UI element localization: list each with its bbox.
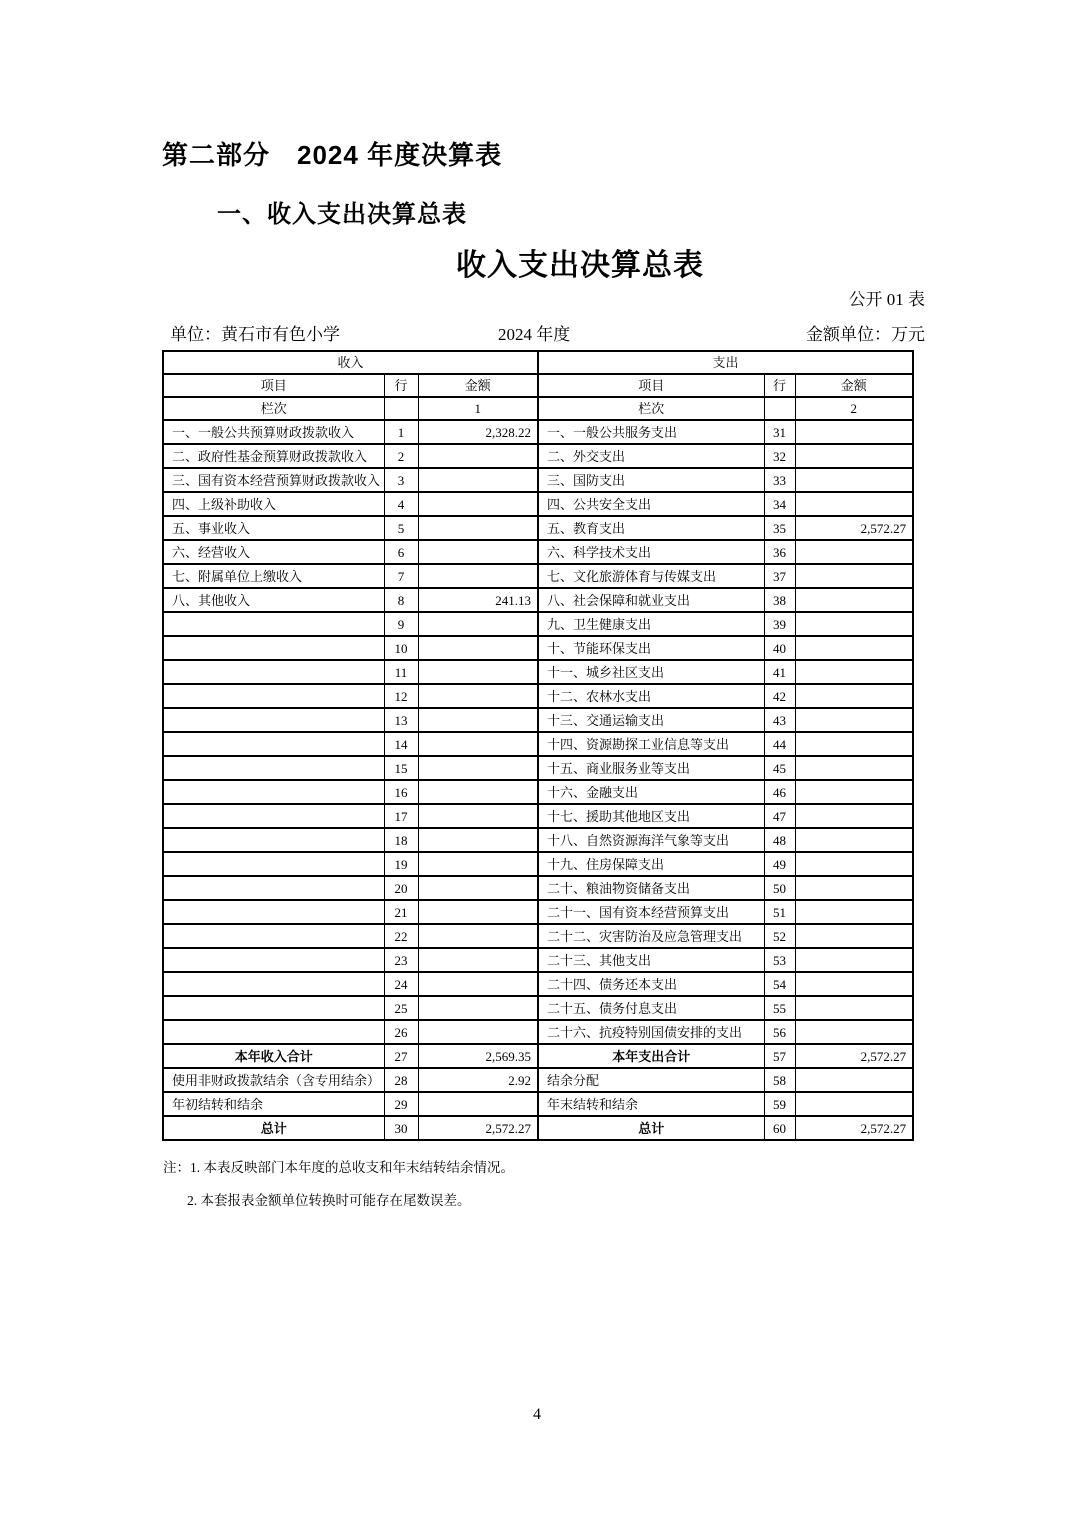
table-row: [163, 852, 913, 876]
table-row: [163, 564, 913, 588]
expense-line-cell: 32: [764, 444, 795, 468]
income-item-cell: [163, 972, 384, 996]
expense-line-cell: 34: [764, 492, 795, 516]
income-amount-cell: [418, 948, 538, 972]
income-line-cell: 30: [384, 1116, 418, 1140]
income-item-cell: 八、其他收入: [163, 588, 384, 612]
income-amount-cell: [418, 900, 538, 924]
expense-item-cell: 二十五、债务付息支出: [538, 996, 764, 1020]
expense-item-cell: 二十四、债务还本支出: [538, 972, 764, 996]
income-amount-cell: [418, 612, 538, 636]
expense-amount-cell: [795, 876, 913, 900]
table-row: [163, 588, 913, 612]
unit-label: 单位：黄石市有色小学: [170, 325, 340, 344]
expense-line-cell: 39: [764, 612, 795, 636]
income-amount-cell: 241.13: [418, 588, 538, 612]
expense-item-cell: 十五、商业服务业等支出: [538, 756, 764, 780]
income-line-cell: 20: [384, 876, 418, 900]
expense-index-number: 2: [795, 397, 913, 420]
income-item-cell: 本年收入合计: [163, 1044, 384, 1068]
income-amount-cell: 2,328.22: [418, 420, 538, 444]
income-item-cell: [163, 732, 384, 756]
table-note-1: 注：1. 本表反映部门本年度的总收支和年末结转结余情况。: [163, 1160, 514, 1175]
income-item-cell: [163, 948, 384, 972]
income-line-cell: 26: [384, 1020, 418, 1044]
expense-line-cell: 50: [764, 876, 795, 900]
income-amount-cell: [418, 564, 538, 588]
expense-amount-cell: [795, 444, 913, 468]
expense-amount-cell: [795, 708, 913, 732]
expense-item-cell: 二十六、抗疫特别国债安排的支出: [538, 1020, 764, 1044]
income-item-cell: [163, 828, 384, 852]
column-index-row: [163, 397, 913, 420]
expense-line-cell: 46: [764, 780, 795, 804]
expense-item-cell: 年末结转和结余: [538, 1092, 764, 1116]
expense-line-cell: 33: [764, 468, 795, 492]
expense-amount-cell: [795, 588, 913, 612]
table-row: [163, 468, 913, 492]
income-index-number: 1: [418, 397, 538, 420]
table-code-label: 公开 01 表: [848, 290, 925, 309]
table-row: [163, 972, 913, 996]
income-index-blank: [384, 397, 418, 420]
year-label: 2024 年度: [498, 325, 571, 344]
income-item-cell: [163, 636, 384, 660]
income-line-cell: 4: [384, 492, 418, 516]
table-row: [163, 732, 913, 756]
expense-amount-cell: [795, 996, 913, 1020]
expense-amount-cell: [795, 564, 913, 588]
table-row: [163, 1068, 913, 1092]
income-item-cell: [163, 924, 384, 948]
expense-item-cell: 二十二、灾害防治及应急管理支出: [538, 924, 764, 948]
expense-amount-cell: [795, 780, 913, 804]
income-item-cell: 总计: [163, 1116, 384, 1140]
table-row: [163, 540, 913, 564]
income-amount-cell: [418, 876, 538, 900]
income-item-cell: 使用非财政拨款结余（含专用结余）: [163, 1068, 384, 1092]
expense-item-cell: 十九、住房保障支出: [538, 852, 764, 876]
income-amount-header: 金额: [418, 374, 538, 397]
expense-item-cell: 一、一般公共服务支出: [538, 420, 764, 444]
expense-line-cell: 52: [764, 924, 795, 948]
expense-amount-cell: [795, 660, 913, 684]
income-amount-cell: [418, 660, 538, 684]
expense-line-cell: 41: [764, 660, 795, 684]
income-line-cell: 19: [384, 852, 418, 876]
table-row: [163, 924, 913, 948]
table-row: [163, 420, 913, 444]
expense-item-cell: 九、卫生健康支出: [538, 612, 764, 636]
table-row: [163, 1044, 913, 1068]
income-item-cell: 年初结转和结余: [163, 1092, 384, 1116]
expense-index-blank: [764, 397, 795, 420]
part-title: 第二部分 2024 年度决算表: [162, 140, 503, 170]
expense-line-cell: 48: [764, 828, 795, 852]
expense-amount-cell: 2,572.27: [795, 1116, 913, 1140]
income-index-label: 栏次: [163, 397, 384, 420]
expense-item-cell: 二十一、国有资本经营预算支出: [538, 900, 764, 924]
expense-amount-cell: [795, 468, 913, 492]
expense-index-label: 栏次: [538, 397, 764, 420]
income-line-cell: 13: [384, 708, 418, 732]
expense-item-cell: 十一、城乡社区支出: [538, 660, 764, 684]
income-amount-cell: [418, 516, 538, 540]
income-amount-cell: [418, 444, 538, 468]
table-row: [163, 780, 913, 804]
income-expense-summary-table: [162, 350, 914, 1141]
summary-table-body: [163, 420, 913, 1140]
expense-item-cell: 四、公共安全支出: [538, 492, 764, 516]
column-header-row: [163, 374, 913, 397]
expense-item-cell: 十六、金融支出: [538, 780, 764, 804]
income-line-cell: 28: [384, 1068, 418, 1092]
table-note-2: 2. 本套报表金额单位转换时可能存在尾数误差。: [187, 1193, 471, 1208]
expense-line-cell: 54: [764, 972, 795, 996]
income-amount-cell: [418, 468, 538, 492]
table-row: [163, 684, 913, 708]
income-amount-cell: [418, 996, 538, 1020]
expense-item-cell: 十七、援助其他地区支出: [538, 804, 764, 828]
expense-line-cell: 56: [764, 1020, 795, 1044]
income-item-cell: [163, 996, 384, 1020]
expense-line-cell: 49: [764, 852, 795, 876]
income-item-cell: [163, 876, 384, 900]
expense-amount-cell: 2,572.27: [795, 1044, 913, 1068]
income-line-cell: 16: [384, 780, 418, 804]
income-amount-cell: 2,569.35: [418, 1044, 538, 1068]
income-line-cell: 8: [384, 588, 418, 612]
income-amount-cell: [418, 828, 538, 852]
income-line-cell: 7: [384, 564, 418, 588]
table-row: [163, 804, 913, 828]
income-amount-cell: [418, 636, 538, 660]
expense-line-cell: 45: [764, 756, 795, 780]
expense-line-cell: 57: [764, 1044, 795, 1068]
expense-line-cell: 44: [764, 732, 795, 756]
income-line-cell: 14: [384, 732, 418, 756]
expense-line-cell: 35: [764, 516, 795, 540]
income-line-cell: 9: [384, 612, 418, 636]
table-row: [163, 708, 913, 732]
expense-item-cell: 二、外交支出: [538, 444, 764, 468]
expense-amount-cell: [795, 540, 913, 564]
expense-amount-cell: [795, 1068, 913, 1092]
income-amount-cell: [418, 708, 538, 732]
expense-line-cell: 59: [764, 1092, 795, 1116]
income-amount-cell: [418, 780, 538, 804]
income-line-cell: 21: [384, 900, 418, 924]
table-row: [163, 1020, 913, 1044]
expense-line-cell: 40: [764, 636, 795, 660]
income-amount-cell: [418, 492, 538, 516]
expense-amount-cell: [795, 972, 913, 996]
expense-line-cell: 36: [764, 540, 795, 564]
income-item-cell: [163, 900, 384, 924]
income-item-cell: 七、附属单位上缴收入: [163, 564, 384, 588]
income-amount-cell: [418, 1092, 538, 1116]
expense-item-cell: 总计: [538, 1116, 764, 1140]
table-row: [163, 756, 913, 780]
income-item-cell: [163, 708, 384, 732]
expense-amount-cell: [795, 804, 913, 828]
income-line-cell: 24: [384, 972, 418, 996]
income-line-cell: 1: [384, 420, 418, 444]
income-amount-cell: 2.92: [418, 1068, 538, 1092]
income-line-cell: 5: [384, 516, 418, 540]
expense-line-cell: 51: [764, 900, 795, 924]
income-item-cell: 六、经营收入: [163, 540, 384, 564]
income-line-cell: 2: [384, 444, 418, 468]
income-item-cell: [163, 804, 384, 828]
group-header-row: [163, 351, 913, 374]
expense-amount-cell: 2,572.27: [795, 516, 913, 540]
income-group-header: 收入: [163, 351, 538, 374]
income-amount-cell: [418, 756, 538, 780]
income-amount-cell: [418, 540, 538, 564]
expense-line-cell: 38: [764, 588, 795, 612]
expense-line-cell: 53: [764, 948, 795, 972]
income-item-cell: [163, 756, 384, 780]
expense-item-cell: 七、文化旅游体育与传媒支出: [538, 564, 764, 588]
expense-group-header: 支出: [538, 351, 913, 374]
income-item-cell: [163, 612, 384, 636]
expense-amount-cell: [795, 756, 913, 780]
income-line-cell: 18: [384, 828, 418, 852]
table-row: [163, 996, 913, 1020]
income-line-cell: 6: [384, 540, 418, 564]
expense-line-cell: 60: [764, 1116, 795, 1140]
income-line-cell: 10: [384, 636, 418, 660]
expense-amount-cell: [795, 900, 913, 924]
page-number: 4: [533, 1406, 541, 1423]
expense-item-cell: 十八、自然资源海洋气象等支出: [538, 828, 764, 852]
income-line-cell: 22: [384, 924, 418, 948]
table-info-line: [0, 320, 1074, 342]
section-title: 一、收入支出决算总表: [217, 201, 467, 228]
table-row: [163, 612, 913, 636]
expense-item-cell: 五、教育支出: [538, 516, 764, 540]
income-line-cell: 3: [384, 468, 418, 492]
income-line-cell: 23: [384, 948, 418, 972]
table-row: [163, 444, 913, 468]
expense-line-cell: 42: [764, 684, 795, 708]
income-item-cell: 二、政府性基金预算财政拨款收入: [163, 444, 384, 468]
expense-amount-cell: [795, 732, 913, 756]
income-amount-cell: [418, 732, 538, 756]
expense-line-cell: 55: [764, 996, 795, 1020]
table-row: [163, 492, 913, 516]
income-item-cell: [163, 1020, 384, 1044]
income-item-cell: 五、事业收入: [163, 516, 384, 540]
expense-line-cell: 58: [764, 1068, 795, 1092]
expense-item-cell: 三、国防支出: [538, 468, 764, 492]
expense-amount-cell: [795, 924, 913, 948]
table-row: [163, 1092, 913, 1116]
expense-line-cell: 37: [764, 564, 795, 588]
income-line-cell: 15: [384, 756, 418, 780]
expense-amount-header: 金额: [795, 374, 913, 397]
expense-line-cell: 31: [764, 420, 795, 444]
income-item-cell: [163, 660, 384, 684]
income-item-cell: [163, 684, 384, 708]
expense-item-cell: 十四、资源勘探工业信息等支出: [538, 732, 764, 756]
table-row: [163, 948, 913, 972]
income-item-cell: [163, 852, 384, 876]
table-title: 收入支出决算总表: [456, 249, 704, 282]
expense-amount-cell: [795, 420, 913, 444]
expense-item-cell: 结余分配: [538, 1068, 764, 1092]
expense-amount-cell: [795, 492, 913, 516]
expense-item-cell: 六、科学技术支出: [538, 540, 764, 564]
table-row: [163, 1116, 913, 1140]
income-line-cell: 29: [384, 1092, 418, 1116]
expense-item-cell: 八、社会保障和就业支出: [538, 588, 764, 612]
income-line-cell: 27: [384, 1044, 418, 1068]
expense-line-header: 行: [764, 374, 795, 397]
table-row: [163, 660, 913, 684]
expense-item-cell: 十、节能环保支出: [538, 636, 764, 660]
income-amount-cell: 2,572.27: [418, 1116, 538, 1140]
expense-item-cell: 二十三、其他支出: [538, 948, 764, 972]
table-row: [163, 828, 913, 852]
expense-amount-cell: [795, 612, 913, 636]
income-item-cell: [163, 780, 384, 804]
expense-item-cell: 十二、农林水支出: [538, 684, 764, 708]
expense-line-cell: 43: [764, 708, 795, 732]
income-amount-cell: [418, 804, 538, 828]
income-amount-cell: [418, 924, 538, 948]
income-amount-cell: [418, 1020, 538, 1044]
income-line-cell: 12: [384, 684, 418, 708]
income-amount-cell: [418, 684, 538, 708]
income-line-cell: 11: [384, 660, 418, 684]
table-row: [163, 900, 913, 924]
expense-item-cell: 本年支出合计: [538, 1044, 764, 1068]
table-row: [163, 636, 913, 660]
income-line-cell: 17: [384, 804, 418, 828]
expense-item-cell: 十三、交通运输支出: [538, 708, 764, 732]
table-row: [163, 516, 913, 540]
table-row: [163, 876, 913, 900]
expense-amount-cell: [795, 1020, 913, 1044]
income-line-header: 行: [384, 374, 418, 397]
income-item-header: 项目: [163, 374, 384, 397]
amount-unit-label: 金额单位：万元: [806, 325, 925, 344]
income-amount-cell: [418, 972, 538, 996]
expense-amount-cell: [795, 948, 913, 972]
expense-item-cell: 二十、粮油物资储备支出: [538, 876, 764, 900]
income-item-cell: 一、一般公共预算财政拨款收入: [163, 420, 384, 444]
expense-amount-cell: [795, 684, 913, 708]
expense-amount-cell: [795, 636, 913, 660]
expense-amount-cell: [795, 828, 913, 852]
expense-line-cell: 47: [764, 804, 795, 828]
income-line-cell: 25: [384, 996, 418, 1020]
expense-item-header: 项目: [538, 374, 764, 397]
income-item-cell: 四、上级补助收入: [163, 492, 384, 516]
expense-amount-cell: [795, 852, 913, 876]
income-amount-cell: [418, 852, 538, 876]
income-item-cell: 三、国有资本经营预算财政拨款收入: [163, 468, 384, 492]
expense-amount-cell: [795, 1092, 913, 1116]
